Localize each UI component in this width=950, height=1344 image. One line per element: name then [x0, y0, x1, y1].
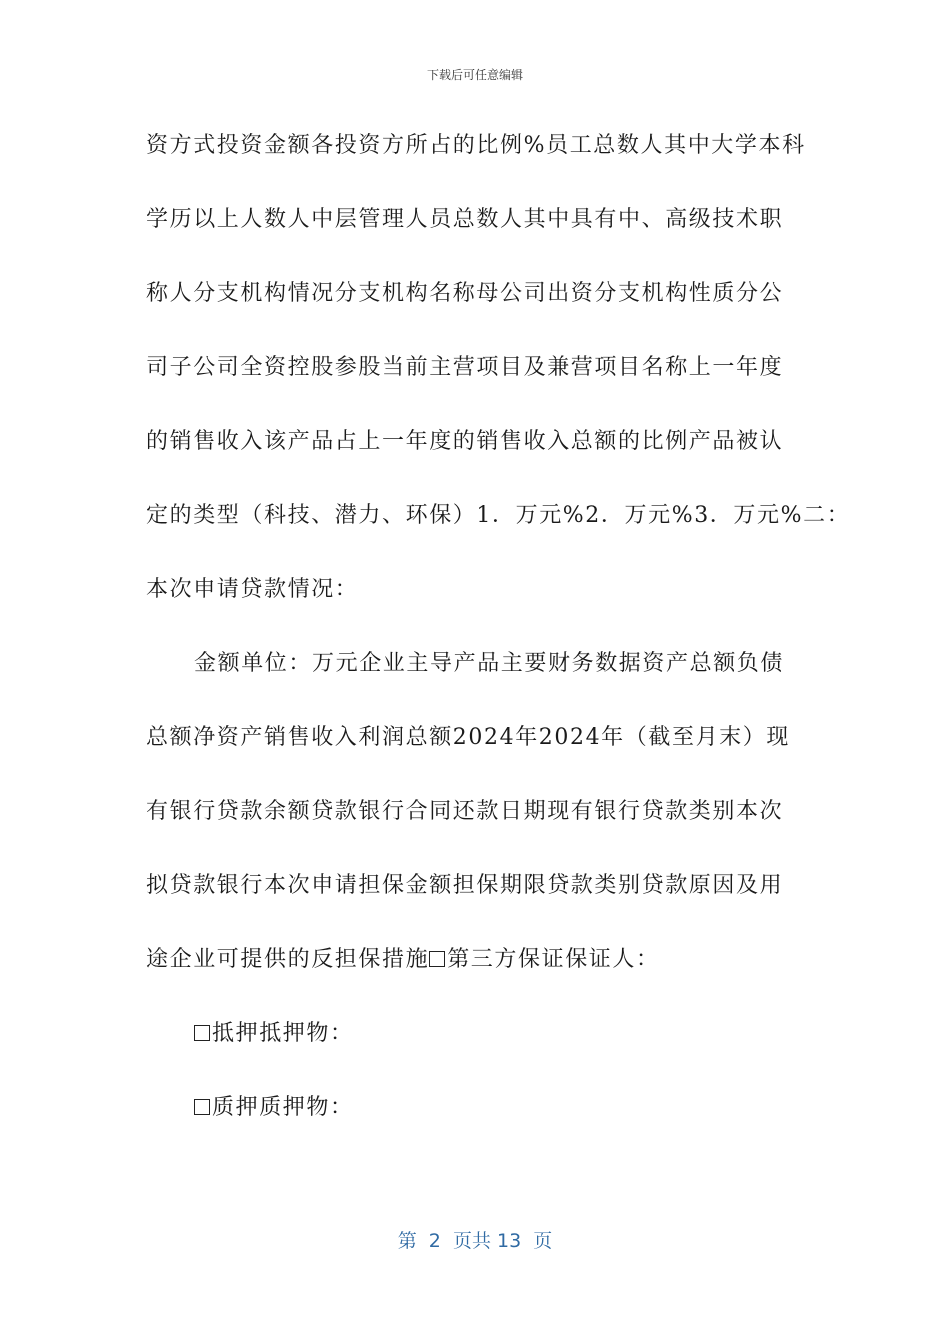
- text-segment: 抵押抵押物：: [212, 1021, 354, 1046]
- text-line: 称人分支机构情况分支机构名称母公司出资分支机构性质分公: [146, 281, 784, 306]
- text-line-with-checkbox: [146, 938, 806, 1012]
- text-line-with-checkbox: [146, 1086, 806, 1160]
- checkbox-icon: [194, 1025, 210, 1041]
- checkbox-icon: [429, 951, 445, 967]
- text-line: 司子公司全资控股参股当前主营项目及兼营项目名称上一年度: [146, 355, 784, 380]
- text-segment: 质押质押物：: [212, 1095, 354, 1120]
- text-segment: 第三方保证保证人：: [447, 947, 660, 972]
- checkbox-icon: [194, 1099, 210, 1115]
- text-line: 金额单位：万元企业主导产品主要财务数据资产总额负债: [194, 651, 785, 676]
- text-line: 拟贷款银行本次申请担保金额担保期限贷款类别贷款原因及用: [146, 873, 784, 898]
- text-line: 资方式投资金额各投资方所占的比例%员工总数人其中大学本科: [146, 133, 806, 158]
- text-line: 本次申请贷款情况：: [146, 577, 359, 602]
- document-body: [146, 124, 851, 1160]
- text-line-with-checkbox: [146, 1012, 806, 1086]
- text-line: 定的类型（科技、潜力、环保）1．万元%2．万元%3．万元%二：: [146, 503, 851, 528]
- text-line: 有银行贷款余额贷款银行合同还款日期现有银行贷款类别本次: [146, 799, 784, 824]
- text-line: 的销售收入该产品占上一年度的销售收入总额的比例产品被认: [146, 429, 784, 454]
- text-line: 学历以上人数人中层管理人员总数人其中具有中、高级技术职: [146, 207, 784, 232]
- page-number: 第 2 页共 13 页: [397, 1230, 553, 1252]
- text-segment: 途企业可提供的反担保措施: [146, 947, 430, 972]
- text-line: 总额净资产销售收入利润总额2024年2024年（截至月末）现: [146, 725, 790, 750]
- header-note: 下载后可任意编辑: [426, 68, 523, 82]
